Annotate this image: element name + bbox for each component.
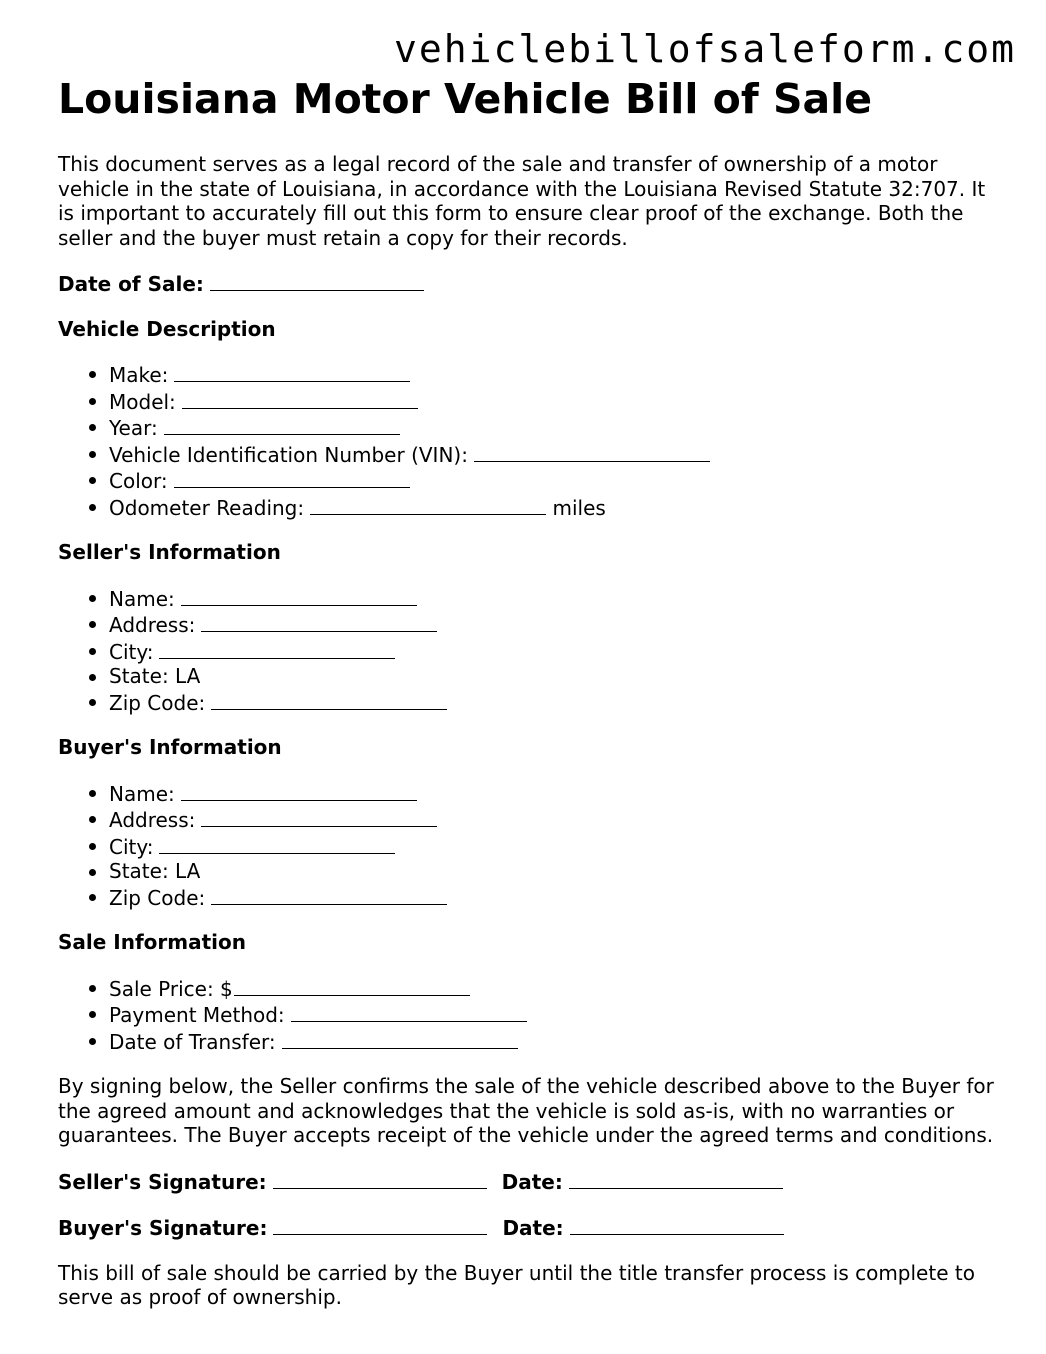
buyer-name-label: Name: <box>109 781 175 806</box>
sale-price-field[interactable] <box>234 975 470 996</box>
vin-label: Vehicle Identification Number (VIN): <box>109 442 468 467</box>
site-watermark: vehiclebillofsaleform.com <box>394 27 1016 71</box>
date-of-sale-label: Date of Sale: <box>58 272 204 296</box>
buyer-name-field[interactable] <box>181 780 417 801</box>
list-item <box>109 467 998 494</box>
odometer-label: Odometer Reading: <box>109 495 305 520</box>
list-item <box>109 611 998 638</box>
model-field[interactable] <box>182 388 418 409</box>
buyer-address-label: Address: <box>109 808 196 832</box>
sale-price-label: Sale Price: $ <box>109 976 233 1001</box>
seller-list <box>58 585 998 716</box>
buyer-date-field[interactable] <box>570 1214 784 1235</box>
acknowledgement-paragraph: By signing below, the Seller confirms the sale of the vehicle described above to the Buyer for the agreed amount and acknowledges that the vehicle is sold as-is, with no warranties or guarantees. The Buyer accepts receipt of the vehicle under the agreed terms and conditions. <box>58 1074 994 1147</box>
buyer-address-field[interactable] <box>201 806 437 827</box>
buyer-date-label: Date: <box>502 1216 564 1240</box>
seller-signature-row <box>58 1168 998 1195</box>
list-item <box>109 689 998 716</box>
seller-zip-label: Zip Code: <box>109 690 206 715</box>
odometer-field[interactable] <box>310 494 546 515</box>
seller-signature-label: Seller's Signature: <box>58 1169 267 1194</box>
seller-signature-field[interactable] <box>273 1168 487 1189</box>
list-item <box>109 884 998 911</box>
list-item <box>109 1001 998 1028</box>
buyer-signature-label: Buyer's Signature: <box>58 1216 268 1240</box>
make-label: Make: <box>109 363 169 387</box>
list-item <box>109 361 998 388</box>
seller-name-field[interactable] <box>181 585 417 606</box>
list-item <box>109 664 998 689</box>
vin-field[interactable] <box>474 441 710 462</box>
date-of-sale-field[interactable] <box>210 270 424 291</box>
color-field[interactable] <box>174 467 410 488</box>
list-item <box>109 780 998 807</box>
buyer-signature-row <box>58 1214 998 1241</box>
seller-zip-field[interactable] <box>211 689 447 710</box>
seller-address-label: Address: <box>109 613 196 637</box>
date-of-sale-row <box>58 270 998 297</box>
buyer-section-heading: Buyer's Information <box>58 735 282 759</box>
odometer-unit: miles <box>552 495 606 520</box>
buyer-zip-field[interactable] <box>211 884 447 905</box>
buyer-signature-field[interactable] <box>273 1214 487 1235</box>
list-item <box>109 585 998 612</box>
buyer-city-field[interactable] <box>159 833 395 854</box>
buyer-state-label: State: LA <box>109 859 201 883</box>
bill-of-sale-document <box>58 74 998 1310</box>
seller-date-field[interactable] <box>569 1168 783 1189</box>
payment-method-field[interactable] <box>291 1001 527 1022</box>
list-item <box>109 414 998 441</box>
model-label: Model: <box>109 389 176 414</box>
seller-city-field[interactable] <box>159 638 395 659</box>
list-item <box>109 859 998 884</box>
intro-paragraph: This document serves as a legal record of the sale and transfer of ownership of a motor vehicle in the state of Louisiana, in accordance with the Louisiana Revised Statute 32:707. It is important to accurately fill out this form to ensure clear proof of the exchange. Both the seller and the buyer must retain a copy for their records. <box>58 152 986 250</box>
list-item <box>109 388 998 415</box>
list-item <box>109 806 998 833</box>
page-title: Louisiana Motor Vehicle Bill of Sale <box>58 75 873 123</box>
year-label: Year: <box>109 416 158 440</box>
list-item <box>109 1028 998 1055</box>
seller-section-heading: Seller's Information <box>58 540 281 564</box>
list-item <box>109 494 998 521</box>
make-field[interactable] <box>174 361 410 382</box>
seller-state-label: State: LA <box>109 664 201 688</box>
list-item <box>109 638 998 665</box>
seller-name-label: Name: <box>109 586 175 611</box>
seller-address-field[interactable] <box>201 611 437 632</box>
sale-section-heading: Sale Information <box>58 930 246 954</box>
list-item <box>109 975 998 1002</box>
payment-method-label: Payment Method: <box>109 1003 285 1027</box>
year-field[interactable] <box>164 414 400 435</box>
closing-paragraph: This bill of sale should be carried by the Buyer until the title transfer process is complete to serve as proof of ownership. <box>58 1260 975 1309</box>
sale-list <box>58 975 998 1055</box>
vehicle-list <box>58 361 998 520</box>
buyer-zip-label: Zip Code: <box>109 885 206 910</box>
buyer-city-label: City: <box>109 834 154 859</box>
vehicle-section-heading: Vehicle Description <box>58 316 276 341</box>
seller-date-label: Date: <box>501 1169 563 1194</box>
list-item <box>109 833 998 860</box>
buyer-list <box>58 780 998 911</box>
date-of-transfer-field[interactable] <box>282 1028 518 1049</box>
seller-city-label: City: <box>109 639 154 664</box>
color-label: Color: <box>109 469 168 493</box>
date-of-transfer-label: Date of Transfer: <box>109 1029 276 1054</box>
list-item <box>109 441 998 468</box>
